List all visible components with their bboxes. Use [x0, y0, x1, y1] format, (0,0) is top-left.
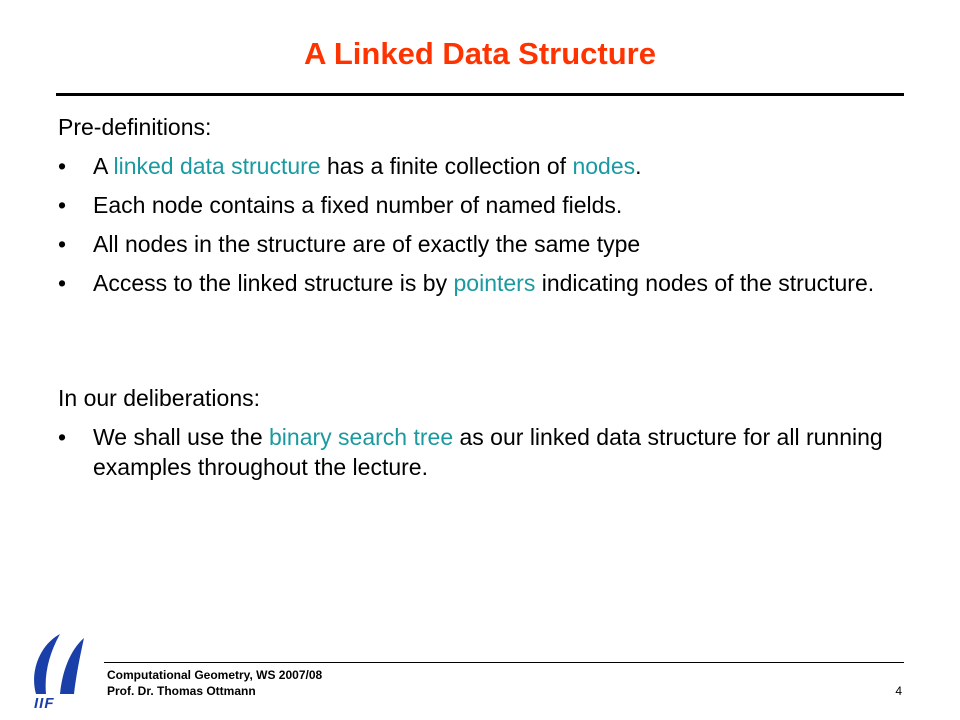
bullet-text: Access to the linked structure is by [93, 270, 454, 296]
bullet-text: We shall use the [93, 424, 270, 450]
bullet-text: . [635, 153, 642, 179]
bullet-marker: • [58, 424, 67, 450]
section-label-deliberations: In our deliberations: [58, 385, 261, 411]
slide-content [58, 112, 898, 491]
footer-author: Prof. Dr. Thomas Ottmann [107, 684, 256, 698]
iif-logo-icon [26, 632, 88, 710]
bullet-text: All nodes in the structure are of exactly the same type [93, 231, 641, 257]
footer-course: Computational Geometry, WS 2007/08 [107, 668, 323, 682]
bullet-item [58, 190, 898, 220]
title-divider [56, 93, 904, 96]
bullet-text: as our linked data structure for all running examples throughout the lecture. [93, 424, 883, 480]
bullet-marker: • [58, 153, 67, 179]
bullet-text: indicating nodes of the structure. [535, 270, 875, 296]
page-number: 4 [895, 684, 902, 698]
slide-title: A Linked Data Structure [304, 36, 656, 71]
footer-divider [104, 662, 904, 663]
highlight-term: nodes [572, 153, 636, 179]
bullet-item [58, 229, 898, 259]
bullet-list-predefinitions [58, 151, 898, 298]
bullet-text: has a finite collection of [320, 153, 573, 179]
bullet-marker: • [58, 270, 67, 296]
bullet-item [58, 268, 898, 298]
bullet-marker: • [58, 231, 67, 257]
highlight-term: linked data structure [113, 153, 321, 179]
logo-lettering: IIF [34, 695, 55, 710]
bullet-item [58, 422, 898, 482]
highlight-term: binary search tree [269, 424, 454, 450]
bullet-list-deliberations [58, 422, 898, 482]
bullet-text: A [93, 153, 114, 179]
bullet-marker: • [58, 192, 67, 218]
section-label-predefinitions: Pre-definitions: [58, 114, 212, 140]
highlight-term: pointers [453, 270, 536, 296]
footer-info [107, 667, 322, 699]
bullet-item [58, 151, 898, 181]
section-spacer [58, 307, 898, 383]
bullet-text: Each node contains a fixed number of named fields. [93, 192, 623, 218]
